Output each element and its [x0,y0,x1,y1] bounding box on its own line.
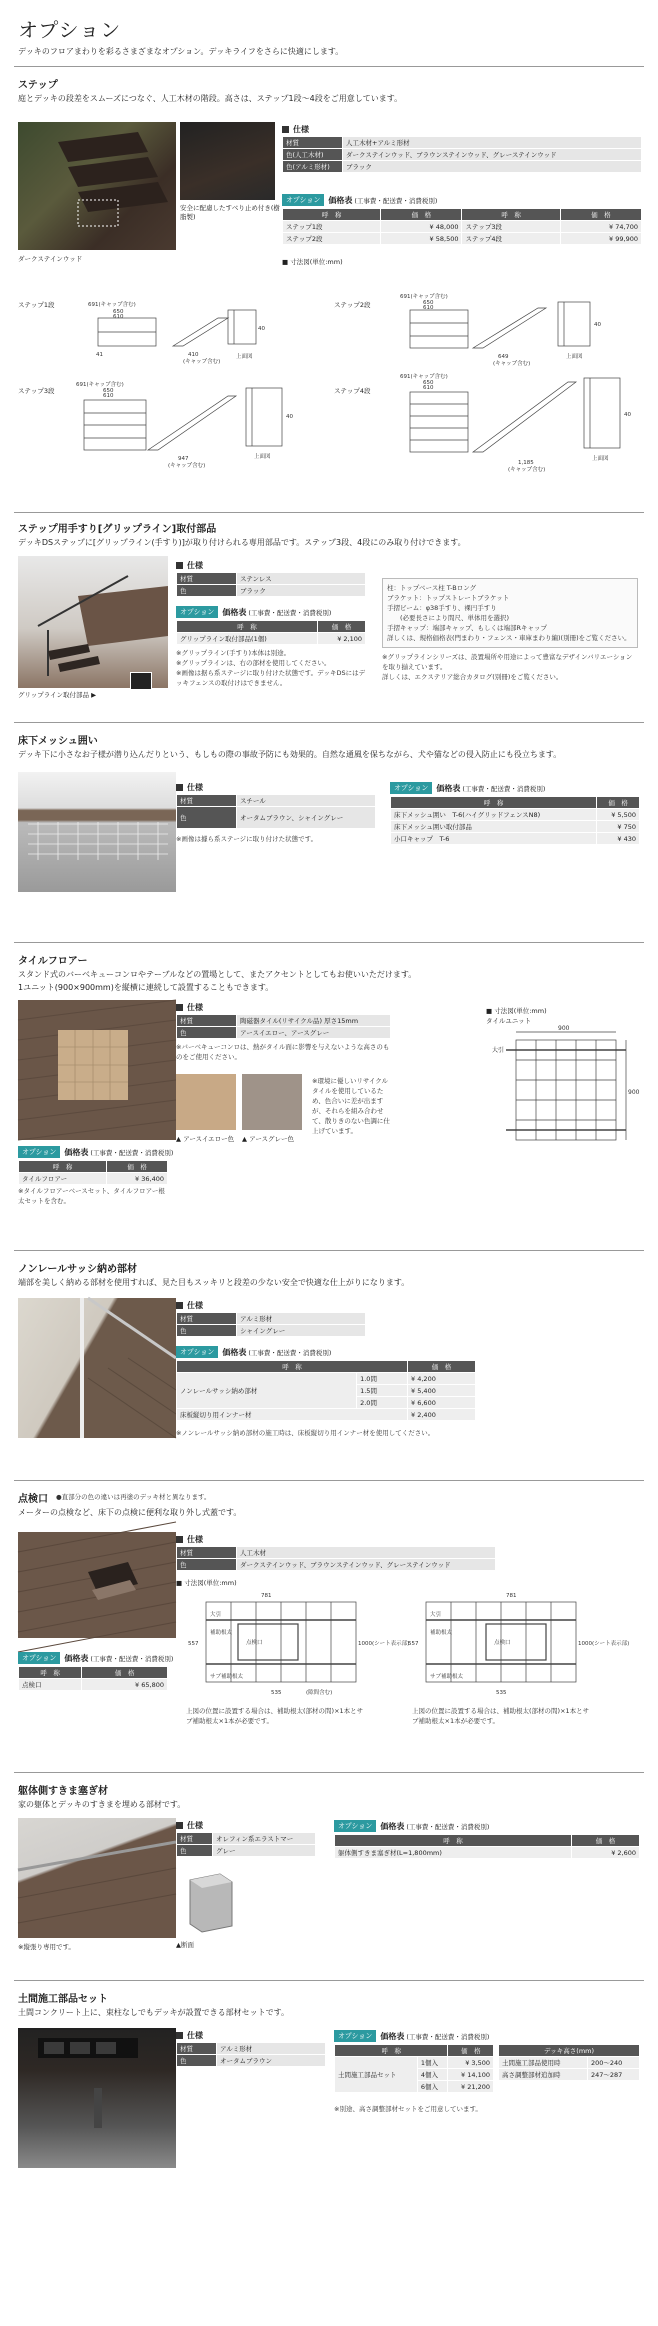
gap-section-drawing [180,1870,240,1938]
dim-text: (隙間含む) [306,1690,333,1696]
tile-drawing [18,1000,176,1140]
step-dim-note: ■ 寸法図(単位:mm) [282,258,343,266]
table-row: 2.0間 ¥ 6,600 [177,1397,476,1409]
page-subtitle: デッキのフロアまわりを彩るさまざまなオプション。デッキライフをさらに快適にします。 [18,47,344,56]
earth-photo [18,2028,176,2168]
top-view-label: 上面図 [592,456,609,462]
tile-spec-table: 材質 陶磁器タイル(リサイクル品) 厚さ15mm 色 アースイエロー、アースグレー [176,1014,391,1039]
dim-text: 691(キャップ含む) [88,302,136,308]
step-dimension-drawings [18,288,638,483]
mesh-spec-note: ※画像は據ら系ステージに取り付けた状態です。 [176,835,318,843]
divider [14,942,644,943]
handrail-price-heading: オプション 価格表 (工事費・配送費・消費税別) [176,606,331,618]
dim-text: 大引 [210,1612,222,1618]
tile-desc2: 1ユニット(900×900mm)を縦横に連続して設置することもできます。 [18,983,274,992]
dim-text: (キャップ含む) [168,463,206,469]
earth-drawing [18,2028,176,2168]
step-spec-heading: 仕様 [282,124,309,135]
tile-swatch-yellow [176,1074,236,1130]
step-photo-drawing [18,122,176,250]
table-row: ノンレールサッシ納め部材 1.0間 ¥ 4,200 [177,1373,476,1385]
step-photo [18,122,176,250]
square-icon [176,562,183,569]
divider [14,722,644,723]
dim-text: 大引 [430,1612,442,1618]
dim-text: 610 [423,305,434,311]
step-photo-caption: ダークステインウッド [18,255,83,263]
table-row: 床下メッシュ囲い T-6(ハイグリッドフェンスN8) ¥ 5,500 [391,809,640,821]
handrail-price-table: 呼 称 価 格 グリップライン取付部品(1個) ¥ 2,100 [176,620,366,645]
hatch-drawing [18,1532,176,1638]
hatch-desc: メーターの点検など、床下の点検に便利な取り外し式蓋です。 [18,1508,242,1517]
tile-spec-heading: 仕様 [176,1002,203,1013]
step-desc: 庭とデッキの段差をスムーズにつなぐ、人工木材の階段。高さは、ステップ1段〜4段をご用意しています。 [18,94,403,103]
tile-title: タイルフロアー [18,956,88,967]
dim-text: サブ補助根太 [210,1674,244,1680]
hatch-dimension-drawings [186,1590,638,1702]
table-row: 4個入 ¥ 14,100 [335,2069,494,2081]
hatch-dim-note: ■ 寸法図(単位:mm) [176,1579,237,1587]
dim-text: 大引 [492,1047,505,1054]
gap-price-table: 呼 称 価 格 躯体側すきま塞ぎ材(L=1,800mm) ¥ 2,600 [334,1834,640,1859]
top-view-label: 上面図 [236,354,253,360]
table-row: 床下メッシュ囲い取付部品 ¥ 750 [391,821,640,833]
handrail-photo-caption: グリップライン取付部品 ▶ [18,691,97,699]
sash-spec-table: 材質 アルミ形材 色 シャイングレー [176,1312,366,1337]
gap-spec-heading: 仕様 [176,1820,203,1831]
step-price-table: 呼 称 価 格 呼 称 価 格 ステップ1段 ¥ 48,000 ステップ3段 ¥ 74,700 ステップ2段 ¥ 58,500 ステップ4段 ¥ 99,900 [282,208,642,245]
tile-dimension-drawing [486,1024,638,1154]
divider [14,1980,644,1981]
dim-text: 1000(シート表示部) [578,1641,630,1647]
sash-price-heading: オプション 価格表 (工事費・配送費・消費税別) [176,1346,331,1358]
tile-eco-note: ※環境に優しいリサイクルタイルを使用しているため、色合いに差が出ますが、それらを組み合わせて、散りきのない色調に仕上げています。 [312,1077,390,1135]
mesh-desc: デッキ下に小さなお子様が潜り込んだりという、もしもの際の事故予防にも効果的。自然な通風を保ちながら、犬や猫などの侵入防止にも役立ちます。 [18,750,562,759]
hatch-diagram-note-left: 上図の位置に設置する場合は、補助根太(部材の間)×1本とサブ補助根太×1本が必要です。 [186,1707,364,1725]
earth-desc: 土間コンクリート上に、束柱なしでもデッキが設置できる部材セットです。 [18,2008,290,2017]
dim-text: サブ補助根太 [430,1674,464,1680]
table-row: 躯体側すきま塞ぎ材(L=1,800mm) ¥ 2,600 [335,1847,640,1859]
step1-label: ステップ1段 [18,301,55,309]
dim-text: 40 [624,412,631,418]
dim-text: 535 [271,1690,282,1696]
handrail-parts-note: ※グリップラインシリーズは、設置場所や用途によって豊富なデザインバリエーションを取り揃えています。 詳しくは、エクステリア総合カタログ(別冊)をご覧ください。 [382,653,633,681]
dim-text: 点検口 [246,1640,263,1646]
handrail-desc: デッキDSステップに[グリップライン(手すり)]が取り付けられる専用部品です。ステップ3段、4段にのみ取り付けできます。 [18,538,466,547]
mesh-price-table: 呼 称 価 格 床下メッシュ囲い T-6(ハイグリッドフェンスN8) ¥ 5,500 床下メッシュ囲い取付部品 ¥ 750 小口キャップ T-6 ¥ 430 [390,796,640,845]
dim-text: 1000(シート表示部) [358,1641,410,1647]
tile-dim-label: タイルユニット [486,1017,532,1025]
sash-photo [18,1298,176,1438]
earth-spec-table: 材質 アルミ形材 色 オータムブラウン [176,2042,326,2067]
handrail-photo [18,556,168,688]
dim-text: 410 [188,352,199,358]
tile-spec-note: ※バーベキューコンロは、熱がタイル面に影響を与えないような高さのものをご使用ください。 [176,1043,390,1061]
divider [14,512,644,513]
earth-price-heading: オプション 価格表 (工事費・配送費・消費税別) [334,2030,489,2042]
earth-spec-heading: 仕様 [176,2030,203,2041]
dim-text: (キャップ含む) [508,467,546,473]
table-row: 6個入 ¥ 21,200 [335,2081,494,2093]
step-title: ステップ [18,80,58,91]
table-row: 土間施工部品セット 1個入 ¥ 3,500 [335,2057,494,2069]
dim-text: 補助根太 [430,1630,453,1636]
dim-text: 557 [408,1641,419,1647]
dim-text: 40 [258,326,265,332]
top-view-label: 上面図 [566,354,583,360]
table-row: 1.5間 ¥ 5,400 [177,1385,476,1397]
square-icon [176,1004,183,1011]
dim-text: 40 [594,322,601,328]
step-inset-photo [180,122,275,200]
earth-price-note: ※別途、高さ調整部材セットをご用意しています。 [334,2105,482,2113]
table-row: 床板縦切り用インナー材 ¥ 2,400 [177,1409,476,1421]
square-icon [176,1536,183,1543]
dim-text: 535 [496,1690,507,1696]
dim-text: 点検口 [494,1640,511,1646]
earth-height-table: デッキ高さ(mm) 土間施工部品使用時 200〜240 高さ調整部材追加時 247〜287 [498,2044,640,2081]
dim-text: 691(キャップ含む) [76,382,124,388]
handrail-spec-heading: 仕様 [176,560,203,571]
hatch-spec-table: 材質 人工木材 色 ダークステインウッド、ブラウンステインウッド、グレーステインウッド [176,1546,496,1571]
step-inset-caption: 安全に配慮したすべり止め付き(樹脂製) [180,204,280,221]
earth-title: 土間施工部品セット [18,1994,108,2005]
dim-text: 41 [96,352,103,358]
sash-desc: 端部を美しく納める部材を使用すれば、見た目もスッキリと段差の少ない安全で快適な仕上がりになります。 [18,1278,410,1287]
gap-title: 躯体側すきま塞ぎ材 [18,1786,108,1797]
mesh-spec-table: 材質 スチール 色 オータムブラウン、シャイングレー [176,794,376,829]
handrail-part-photo [130,672,152,690]
table-row: タイルフロアー ¥ 36,400 [19,1173,168,1185]
divider [14,1250,644,1251]
dim-text: 1,185 [518,460,534,466]
tile-price-note: ※タイルフロアーベースセット、タイルフロアー根太セットを含む。 [18,1187,165,1205]
table-row: 小口キャップ T-6 ¥ 430 [391,833,640,845]
dim-text: 900 [558,1025,570,1032]
step2-label: ステップ2段 [334,301,371,309]
tile-swatch-gray-label: ▲ アースグレー色 [242,1135,295,1143]
square-icon [176,1302,183,1309]
handrail-title: ステップ用手すり[グリップライン]取付部品 [18,524,217,535]
dim-text: 649 [498,354,509,360]
divider [14,66,644,67]
dim-text: 650 [103,388,114,394]
mesh-spec-heading: 仕様 [176,782,203,793]
dim-text: 650 [423,300,434,306]
dim-text: 900 [628,1089,640,1096]
dim-text: 610 [113,314,124,320]
handrail-parts-box: 柱：トップベース柱 T-Bロング ブラケット：トップストレートブラケット 手摺ビーム：φ38手すり、裸円手すり (必要長さにより間尺、単体用を選択) 手摺キャップ：端部キャップ、もしくは端部Rキャップ 詳しくは、規格価格表(門まわり・フェンス・車庫まわり編)(別冊)をご覧ください。 [382,578,638,648]
tile-swatch-gray [242,1074,302,1130]
hatch-price-table: 呼 称 価 格 点検口 ¥ 65,800 [18,1666,168,1691]
gap-price-heading: オプション 価格表 (工事費・配送費・消費税別) [334,1820,489,1832]
tile-dim-note: ■ 寸法図(単位:mm) [486,1007,547,1015]
step-price-heading: オプション 価格表 (工事費・配送費・消費税別) [282,194,437,206]
hatch-spec-heading: 仕様 [176,1534,203,1545]
page-title: オプション [18,18,122,42]
earth-price-table: 呼 称 価 格 土間施工部品セット 1個入 ¥ 3,500 4個入 ¥ 14,100 6個入 ¥ 21,200 [334,2044,494,2093]
handrail-drawing [18,556,168,688]
gap-drawing [18,1818,176,1938]
square-icon [176,2032,183,2039]
tile-swatch-yellow-label: ▲ アースイエロー色 [176,1135,235,1143]
gap-section-caption: ▲断面 [176,1941,194,1949]
mesh-title: 床下メッシュ囲い [18,736,98,747]
dim-text: 610 [423,385,434,391]
tile-photo [18,1000,176,1140]
handrail-notes: ※グリップライン(手すり)本体は別途。 ※グリップラインは、右の部材を使用してください。 ※画像は据ら系ステージに取り付けた状態です。デッキDSにはデッキフェンスの取付けはできません。 [176,649,366,687]
dim-text: 補助根太 [210,1630,233,1636]
hatch-title: 点検口 [18,1494,48,1505]
table-row: ステップ2段 ¥ 58,500 ステップ4段 ¥ 99,900 [283,233,642,245]
dim-text: 610 [103,393,114,399]
sash-price-table: 呼 称 価 格 ノンレールサッシ納め部材 1.0間 ¥ 4,200 1.5間 ¥ 5,400 2.0間 ¥ 6,600 床板縦切り用インナー材 ¥ 2,400 [176,1360,476,1421]
dim-text: 650 [423,380,434,386]
hatch-photo [18,1532,176,1638]
table-row: グリップライン取付部品(1個) ¥ 2,100 [177,633,366,645]
mesh-price-heading: オプション 価格表 (工事費・配送費・消費税別) [390,782,545,794]
dim-text: 691(キャップ含む) [400,294,448,300]
table-row: ステップ1段 ¥ 48,000 ステップ3段 ¥ 74,700 [283,221,642,233]
square-icon [176,784,183,791]
dim-text: 40 [286,414,293,420]
table-row: 高さ調整部材追加時 247〜287 [499,2069,640,2081]
sash-spec-heading: 仕様 [176,1300,203,1311]
gap-photo-caption: ※縦張り専用です。 [18,1943,75,1951]
divider [14,1480,644,1481]
sash-price-note: ※ノンレールサッシ納め部材の施工時は、床板縦切り用インナー材を使用してください。 [176,1429,435,1437]
divider [14,1772,644,1773]
dim-text: (キャップ含む) [493,361,531,367]
square-icon [282,126,289,133]
dim-text: 691(キャップ含む) [400,374,448,380]
gap-desc: 家の躯体とデッキのすきまを埋める部材です。 [18,1800,186,1809]
step4-label: ステップ4段 [334,387,371,395]
step-spec-table: 材質 人工木材+アルミ形材 色(人工木材) ダークステインウッド、ブラウンステインウッド、グレーステインウッド 色(アルミ形材) ブラック [282,136,642,173]
tile-desc1: スタンド式のバーベキューコンロやテーブルなどの置場として、またアクセントとしてもお使いいただけます。 [18,970,417,979]
sash-drawing [18,1298,176,1438]
dim-text: (キャップ含む) [183,359,221,365]
step3-label: ステップ3段 [18,387,55,395]
top-view-label: 上面図 [254,454,271,460]
dim-text: 947 [178,456,189,462]
dim-text: 650 [113,309,124,315]
hatch-diagram-note-right: 上図の位置に設置する場合は、補助根太(部材の間)×1本とサブ補助根太×1本が必要です。 [412,1707,590,1725]
table-row: 土間施工部品使用時 200〜240 [499,2057,640,2069]
table-row: 点検口 ¥ 65,800 [19,1679,168,1691]
gap-photo [18,1818,176,1938]
hatch-title-note: ●直部分の色の違いは再塗のデッキ材と異なります。 [56,1493,211,1501]
hatch-price-heading: オプション 価格表 (工事費・配送費・消費税別) [18,1652,173,1664]
dim-text: 781 [506,1593,517,1599]
dim-text: 557 [188,1641,199,1647]
tile-price-heading: オプション 価格表 (工事費・配送費・消費税別) [18,1146,173,1158]
mesh-drawing [18,772,176,892]
handrail-spec-table: 材質 ステンレス 色 ブラック [176,572,366,597]
tile-price-table: 呼 称 価 格 タイルフロアー ¥ 36,400 [18,1160,168,1185]
square-icon [176,1822,183,1829]
gap-spec-table: 材質 オレフィン系エラストマー 色 グレー [176,1832,316,1857]
dim-text: 781 [261,1593,272,1599]
sash-title: ノンレールサッシ納め部材 [18,1264,137,1275]
mesh-photo [18,772,176,892]
